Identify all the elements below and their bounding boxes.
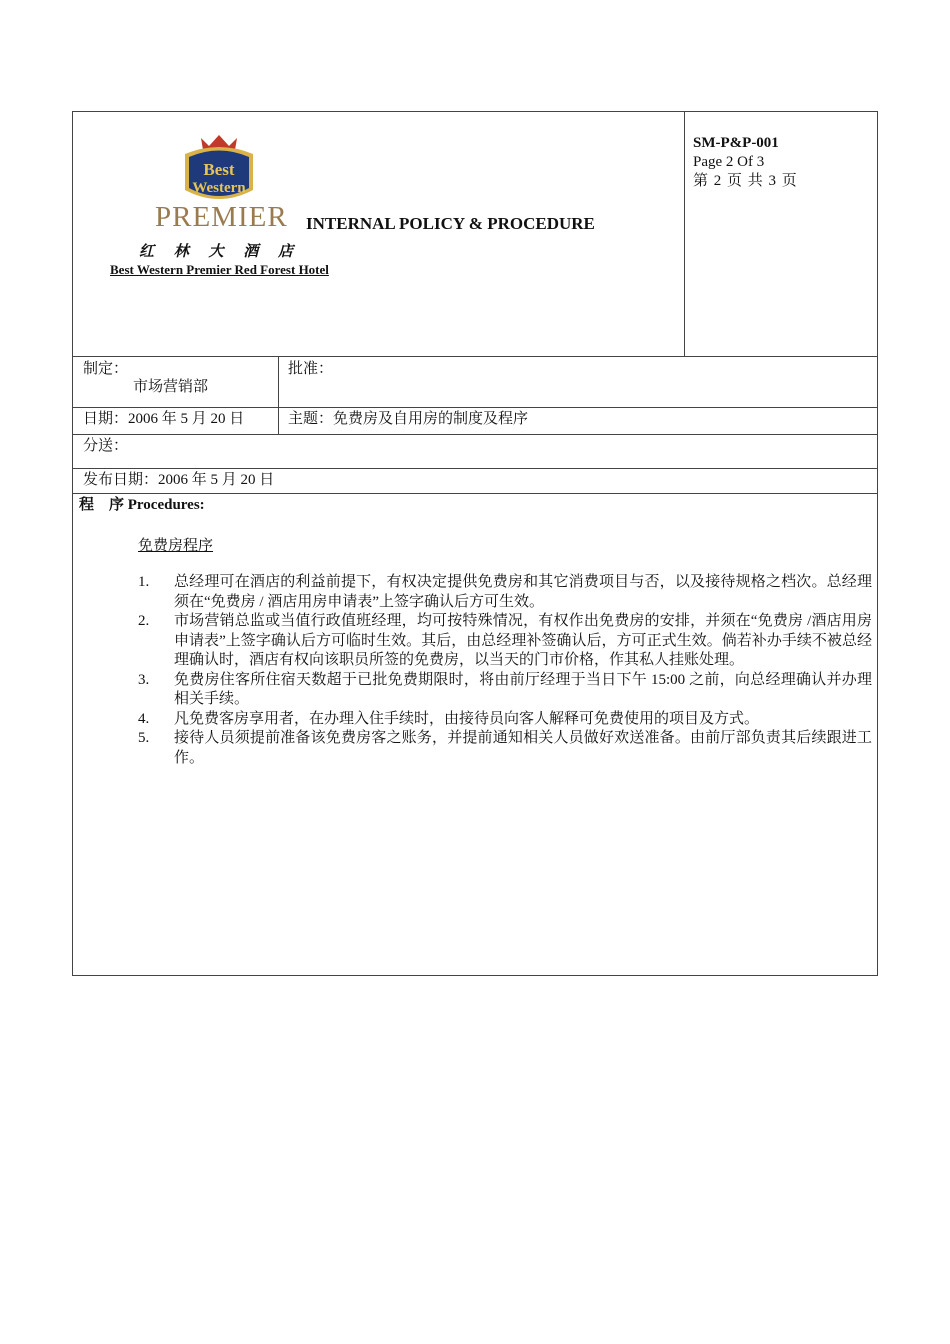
list-item: 5. 接待人员须提前准备该免费房客之账务，并提前通知相关人员做好欢送准备。由前厅部负责其后续跟进工作。 <box>138 730 872 766</box>
svg-text:Western: Western <box>192 180 246 196</box>
prepared-by-value: 市场营销部 <box>133 379 209 395</box>
issue-date-field: 发布日期：2006 年 5 月 20 日 <box>83 472 275 488</box>
hotel-name-english: Best Western Premier Red Forest Hotel <box>110 262 329 277</box>
subject-field: 主题：免费房及自用房的制度及程序 <box>288 411 529 427</box>
page-number-en: Page 2 Of 3 <box>693 154 765 170</box>
logo-premier-wordmark: PREMIER <box>155 201 288 233</box>
list-item: 4. 凡免费客房享用者，在办理入住手续时，由接待员向客人解释可免费使用的项目及方式。 <box>138 710 760 727</box>
document-title: INTERNAL POLICY & PROCEDURE <box>306 214 595 233</box>
procedures-subheading: 免费房程序 <box>138 538 214 554</box>
list-item: 3. 免费房住客所住宿天数超于已批免费期限时，将由前厅经理于当日下午 15:00 之前，向总经理确认并办理相关手续。 <box>138 671 872 707</box>
list-item: 1. 总经理可在酒店的利益前提下，有权决定提供免费房和其它消费项目与否，以及接待规格之档次。总经理须在“免费房 / 酒店用房申请表”上签字确认后方可生效。 <box>138 574 872 610</box>
procedures-section <box>72 111 878 976</box>
distribution-field: 分送： <box>83 438 129 454</box>
date-field: 日期：2006 年 5 月 20 日 <box>83 411 245 427</box>
prepared-by-label: 制定： <box>83 361 129 377</box>
procedure-list <box>138 573 872 768</box>
procedures-title: 程 序 Procedures: <box>79 497 205 513</box>
list-item: 2. 市场营销总监或当值行政值班经理，均可按特殊情况，有权作出免费房的安排，并须在“免费房 /酒店用房申请表”上签字确认后方可临时生效。其后，由总经理补签确认后，方可正式生效。倘若补办手续不被总经理确认时，酒店有权向该职员所签的免费房，以当天的门市价格，作其私人挂账处理。 <box>138 613 872 668</box>
document-code: SM-P&P-001 <box>693 135 779 151</box>
svg-text:Best: Best <box>203 160 235 179</box>
hotel-name-chinese: 红 林 大 酒 店 <box>139 244 302 260</box>
page-number-cn: 第 2 页 共 3 页 <box>693 173 798 189</box>
approved-by-label: 批准： <box>288 361 334 377</box>
